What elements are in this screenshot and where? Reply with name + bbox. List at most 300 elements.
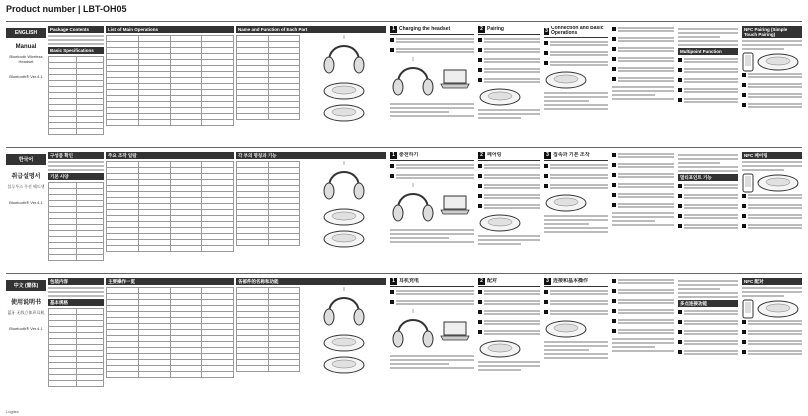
text-line [618, 289, 674, 291]
instruction-step [742, 223, 802, 230]
text-line [550, 290, 608, 292]
text-line [478, 235, 540, 237]
pairing-column [478, 26, 540, 140]
text-line [684, 323, 738, 325]
instruction-step [612, 298, 674, 305]
text-line [612, 338, 674, 340]
table-cell [268, 240, 300, 246]
bluetooth-version: Bluetooth® Ver.4.1 [9, 74, 43, 79]
text-line [618, 60, 674, 62]
text-line [550, 310, 608, 312]
text-line [612, 220, 655, 222]
text-line [618, 166, 674, 168]
instruction-step [612, 192, 674, 199]
text-line [544, 223, 589, 225]
text-line [544, 108, 608, 110]
text-line [748, 333, 802, 335]
instruction-step [544, 173, 608, 180]
text-line [742, 165, 802, 167]
text-line [748, 194, 802, 196]
operations-text-column [612, 152, 674, 266]
text-line [484, 300, 540, 302]
nfc-disc-icon [756, 299, 800, 319]
text-line [48, 287, 104, 289]
text-line [484, 303, 540, 305]
instruction-step [612, 288, 674, 295]
table-cell [170, 372, 202, 378]
text-line [478, 117, 521, 119]
instruction-step [678, 203, 738, 210]
table-cell [138, 372, 170, 378]
text-line [612, 86, 674, 88]
text-line [742, 40, 802, 42]
text-line [618, 156, 674, 158]
table-cell [107, 372, 139, 378]
operations-column [106, 278, 234, 392]
instruction-step [612, 46, 674, 53]
text-line [678, 166, 738, 168]
text-line [48, 43, 104, 45]
text-line [678, 292, 738, 294]
spec-table [236, 287, 300, 372]
text-line [484, 68, 540, 70]
instruction-step [612, 76, 674, 83]
text-line [48, 161, 104, 163]
smartphone-icon [742, 52, 754, 72]
text-line [748, 217, 802, 219]
instruction-step [678, 339, 738, 346]
pairing-column [478, 152, 540, 266]
spec-table [48, 182, 104, 261]
text-line [612, 216, 674, 218]
text-line [684, 88, 738, 90]
text-line [618, 70, 674, 72]
text-line [478, 109, 540, 111]
text-line [550, 51, 608, 53]
text-line [612, 342, 674, 344]
text-line [684, 310, 738, 312]
instruction-step [742, 339, 802, 346]
text-line [544, 227, 608, 229]
text-line [618, 196, 674, 198]
instruction-step [544, 289, 608, 296]
manual-title: 취급설명서 [11, 174, 41, 180]
text-line [484, 71, 540, 73]
text-line [684, 333, 738, 335]
text-line [618, 322, 674, 324]
product-line: Bluetooth Wireless Headset [9, 54, 43, 64]
connection-heading: 3 Connection and Basic Operations [544, 26, 608, 38]
parts-heading: 각 부의 명칭과 기능 [236, 152, 386, 159]
text-line [612, 346, 655, 348]
table-cell [76, 255, 104, 261]
text-line [618, 80, 674, 82]
instruction-step [390, 299, 474, 306]
text-line [390, 103, 474, 105]
operations-heading: 주요 조작 일람 [106, 152, 234, 159]
footer-brand: Logitec [6, 409, 19, 414]
charging-column [390, 152, 474, 266]
text-line [684, 353, 738, 355]
text-line [390, 107, 474, 109]
instruction-step [478, 67, 540, 74]
language-label: 中文 (簡体) [6, 280, 46, 291]
table-cell [170, 246, 202, 252]
instruction-step [742, 92, 802, 99]
instruction-step [478, 309, 540, 316]
nfc-column [742, 26, 802, 140]
instruction-step [390, 37, 474, 44]
operations-heading: List of Main Operations [106, 26, 234, 33]
charging-dock-icon [322, 333, 366, 353]
text-line [484, 58, 540, 60]
text-line [396, 51, 474, 53]
table-cell [268, 366, 300, 372]
text-line [544, 353, 608, 355]
spec-table [48, 56, 104, 135]
text-line [484, 207, 540, 209]
connect-disc-icon [544, 319, 588, 339]
text-line [550, 41, 608, 43]
pairing-disc-icon [478, 339, 522, 359]
text-line [612, 94, 655, 96]
text-line [618, 292, 674, 294]
text-line [544, 345, 608, 347]
instruction-step [390, 163, 474, 170]
instruction-step [612, 66, 674, 73]
instruction-step [478, 299, 540, 306]
table-cell [138, 120, 170, 126]
instruction-step [742, 349, 802, 356]
language-sidebar [6, 28, 46, 89]
instruction-step [612, 308, 674, 315]
text-line [544, 231, 608, 233]
text-line [550, 300, 608, 302]
text-line [478, 365, 540, 367]
instruction-step [544, 309, 608, 316]
text-line [544, 341, 608, 343]
text-line [684, 204, 738, 206]
text-line [396, 41, 474, 43]
text-line [396, 167, 474, 169]
instruction-step [612, 172, 674, 179]
spec-table [106, 287, 234, 378]
connection-column [544, 26, 608, 140]
text-line [684, 214, 738, 216]
text-line [748, 106, 802, 108]
operations-heading: 主要操作一览 [106, 278, 234, 285]
connect-disc-icon [544, 70, 588, 90]
text-line [544, 92, 608, 94]
text-line [742, 44, 802, 46]
text-line [748, 86, 802, 88]
nfc-heading: NFC 페어링 [742, 152, 802, 159]
instruction-step [478, 163, 540, 170]
text-line [678, 154, 738, 156]
text-line [742, 291, 802, 293]
bluetooth-version: Bluetooth® Ver.4.1 [9, 326, 43, 331]
text-line [390, 115, 474, 117]
nfc-disc-icon [756, 52, 800, 72]
instruction-step [544, 50, 608, 57]
text-line [748, 227, 802, 229]
text-line [48, 165, 104, 167]
instruction-step [544, 60, 608, 67]
instruction-step [612, 152, 674, 159]
operations-column [106, 152, 234, 266]
text-line [612, 350, 674, 352]
text-line [612, 90, 674, 92]
package-column [48, 152, 104, 266]
instruction-step [678, 193, 738, 200]
instruction-step [544, 163, 608, 170]
text-line [484, 194, 540, 196]
parts-column [236, 278, 386, 392]
text-line [396, 38, 474, 40]
laptop-icon [440, 195, 470, 215]
text-line [618, 153, 674, 155]
text-line [550, 164, 608, 166]
text-line [618, 299, 674, 301]
multipoint-heading: 멀티포인트 기능 [678, 174, 738, 181]
operations-column [106, 26, 234, 140]
text-line [550, 54, 608, 56]
text-line [618, 309, 674, 311]
instruction-step [678, 319, 738, 326]
instruction-step [544, 299, 608, 306]
text-line [396, 177, 474, 179]
text-line [484, 204, 540, 206]
nfc-heading: NFC Pairing (Simple Touch Pairing) [742, 26, 802, 38]
instruction-step [678, 183, 738, 190]
table-cell [202, 120, 234, 126]
text-line [618, 186, 674, 188]
text-line [618, 203, 674, 205]
text-line [484, 48, 540, 50]
pairing-heading: 2 페어링 [478, 152, 540, 161]
control-disc-icon [322, 355, 366, 375]
instruction-step [390, 289, 474, 296]
instruction-step [678, 309, 738, 316]
text-line [390, 363, 449, 365]
text-line [678, 288, 720, 290]
text-line [484, 51, 540, 53]
charging-heading: 1 Charging the headset [390, 26, 474, 35]
language-label: 한국어 [6, 154, 46, 165]
text-line [684, 81, 738, 83]
text-line [484, 187, 540, 189]
manual-title: 使用说明书 [10, 300, 41, 306]
table-cell [49, 381, 77, 387]
text-line [550, 293, 608, 295]
text-line [742, 48, 784, 50]
text-line [396, 290, 474, 292]
instruction-step [478, 319, 540, 326]
instruction-step [478, 57, 540, 64]
headset-diagram-icon [321, 35, 367, 79]
headset-diagram-icon [321, 161, 367, 205]
text-line [684, 78, 738, 80]
instruction-step [678, 329, 738, 336]
charging-column [390, 278, 474, 392]
multipoint-heading: 多点连接功能 [678, 300, 738, 307]
text-line [544, 357, 608, 359]
text-line [550, 64, 608, 66]
laptop-icon [440, 69, 470, 89]
text-line [748, 73, 802, 75]
connection-heading: 3 连接和基本操作 [544, 278, 608, 287]
table-cell [170, 120, 202, 126]
connection-column [544, 152, 608, 266]
headset-charging-icon [390, 183, 436, 227]
spec-table [48, 308, 104, 387]
language-section [6, 147, 802, 269]
text-line [484, 323, 540, 325]
text-line [678, 296, 738, 298]
text-line [748, 214, 802, 216]
multipoint-heading: Multipoint Function [678, 48, 738, 55]
text-line [396, 48, 474, 50]
text-line [618, 332, 674, 334]
nfc-disc-icon [756, 173, 800, 193]
text-line [484, 293, 540, 295]
smartphone-icon [742, 173, 754, 193]
text-line [684, 207, 738, 209]
text-line [484, 164, 540, 166]
text-line [544, 215, 608, 217]
text-line [684, 343, 738, 345]
connect-disc-icon [544, 193, 588, 213]
headset-charging-icon [390, 309, 436, 353]
text-line [478, 369, 521, 371]
text-line [618, 173, 674, 175]
headset-charging-icon [390, 57, 436, 101]
text-line [550, 174, 608, 176]
nfc-column [742, 152, 802, 266]
pairing-heading: 2 配对 [478, 278, 540, 287]
instruction-step [612, 182, 674, 189]
text-line [544, 96, 608, 98]
text-line [550, 184, 608, 186]
text-line [478, 239, 540, 241]
text-line [678, 158, 738, 160]
text-line [390, 229, 474, 231]
text-line [684, 71, 738, 73]
spec-table [236, 35, 300, 120]
package-column [48, 26, 104, 140]
table-cell [49, 129, 77, 135]
package-heading: 包装内容 [48, 278, 104, 285]
text-line [684, 330, 738, 332]
bluetooth-version: Bluetooth® Ver.4.1 [9, 200, 43, 205]
parts-heading: 各部件的名称和功能 [236, 278, 386, 285]
instruction-step [742, 213, 802, 220]
text-line [618, 37, 674, 39]
text-line [544, 219, 608, 221]
text-line [748, 340, 802, 342]
text-line [684, 320, 738, 322]
instruction-step [478, 183, 540, 190]
text-line [484, 167, 540, 169]
instruction-step [678, 77, 738, 84]
instruction-step [612, 162, 674, 169]
instruction-step [478, 77, 540, 84]
text-line [678, 36, 720, 38]
text-line [550, 303, 608, 305]
text-line [742, 161, 802, 163]
instruction-step [678, 67, 738, 74]
package-heading: Package Contents [48, 26, 104, 33]
instruction-step [478, 203, 540, 210]
instruction-step [478, 329, 540, 336]
spec-table [236, 161, 300, 246]
text-line [748, 320, 802, 322]
parts-column [236, 26, 386, 140]
instruction-step [544, 183, 608, 190]
text-line [484, 290, 540, 292]
text-line [484, 330, 540, 332]
instruction-step [478, 289, 540, 296]
text-line [684, 101, 738, 103]
text-line [748, 207, 802, 209]
text-line [478, 361, 540, 363]
text-line [748, 76, 802, 78]
text-line [484, 313, 540, 315]
instruction-step [742, 72, 802, 79]
text-line [748, 323, 802, 325]
text-line [748, 343, 802, 345]
text-line [748, 93, 802, 95]
instruction-step [678, 349, 738, 356]
product-line: 蓝牙 无线立体声耳机 [7, 310, 45, 315]
text-line [618, 329, 674, 331]
language-sidebar [6, 280, 46, 341]
instruction-step [612, 318, 674, 325]
text-line [550, 177, 608, 179]
text-line [678, 44, 738, 46]
text-line [684, 91, 738, 93]
spec-table [106, 161, 234, 252]
table-cell [76, 129, 104, 135]
specs-heading: 기본 사양 [48, 173, 104, 180]
text-line [618, 163, 674, 165]
text-line [550, 44, 608, 46]
text-line [684, 217, 738, 219]
text-line [618, 312, 674, 314]
text-line [618, 319, 674, 321]
smartphone-icon [742, 299, 754, 319]
text-line [684, 98, 738, 100]
instruction-step [478, 37, 540, 44]
language-label: ENGLISH [6, 28, 46, 38]
pairing-column [478, 278, 540, 392]
table-cell [107, 246, 139, 252]
table-cell [76, 381, 104, 387]
text-line [550, 187, 608, 189]
table-cell [138, 246, 170, 252]
instruction-step [612, 202, 674, 209]
instruction-step [678, 57, 738, 64]
text-line [618, 30, 674, 32]
text-line [396, 164, 474, 166]
text-line [618, 77, 674, 79]
table-cell [237, 240, 269, 246]
text-line [618, 206, 674, 208]
text-line [550, 167, 608, 169]
text-line [478, 243, 521, 245]
text-line [748, 103, 802, 105]
product-line: 블루투스 무선 헤드셋 [7, 184, 45, 189]
